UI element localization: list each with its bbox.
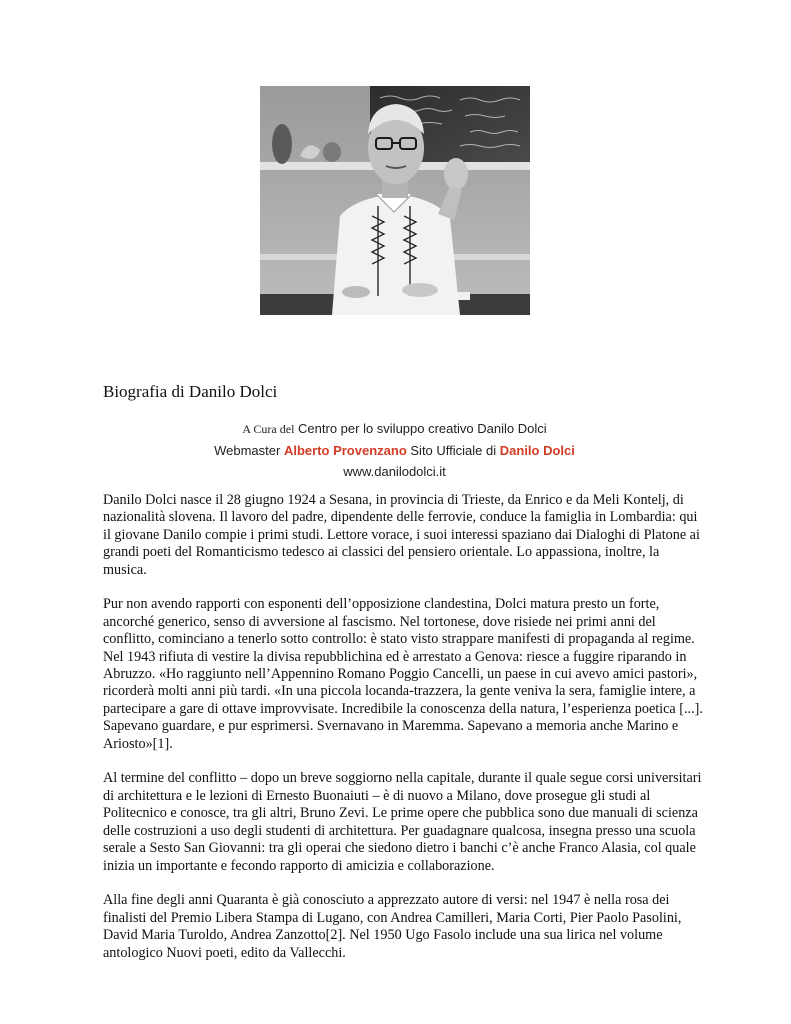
paragraph-1: Danilo Dolci nasce il 28 giugno 1924 a Sesana, in provincia di Trieste, da Enrico e da Meli Kontelj, di nazionalità slovena. Il lavoro del padre, dipendente delle ferrovie, conduce la famiglia in Lombardia: qui il giovane Danilo compie i primi studi. Lettore vorace, i suoi interessi spaziano dai Dialoghi di Platone ai grandi poeti del Romanticismo tedesco ai classici del pensiero orientale. Lo appassiona, inoltre, la musica. <box>103 492 700 578</box>
curated-prefix: A Cura del <box>242 422 295 436</box>
webmaster-name-link[interactable]: Alberto Provenzano <box>283 443 407 458</box>
curated-line <box>103 418 686 440</box>
document-title: Biografia di Danilo Dolci <box>103 382 278 401</box>
site-url-link[interactable]: www.danilodolci.it <box>343 464 446 479</box>
url-line <box>103 461 686 482</box>
paragraph-2: Pur non avendo rapporti con esponenti dell’opposizione clandestina, Dolci matura presto un forte, ancorché generico, senso di avversione al fascismo. Nel tortonese, dove risiede nei primi anni del conflitto, cominciano a tenerlo sotto controllo: è stato visto strappare manifesti di propaganda al regime. Nel 1943 rifiuta di vestire la divisa repubblichina ed è arrestato a Genova: riesce a fuggire riparando in Abruzzo. «Ho raggiunto nell’Appennino Romano Poggio Cancelli, un paese in cui avevo amici pastori», ricorderà molti anni più tardi. «In una piccola locanda-trazzera, la gente veniva la sera, famiglie intere, a partecipare a gare di ottave improvvisate. Incredibile la conoscenza della natura, l’esperienza poetica [...]. Sapevano guardare, e pur esprimersi. Svernavano in Maremma. Sapevano a memoria anche Marino e Ariosto»[1]. <box>103 596 703 752</box>
curated-org: Centro per lo sviluppo creativo Danilo Dolci <box>298 421 547 436</box>
credits-block <box>103 418 686 482</box>
site-name-link[interactable]: Danilo Dolci <box>499 443 575 458</box>
webmaster-line <box>103 440 686 461</box>
paragraph-4: Alla fine degli anni Quaranta è già conosciuto a apprezzato autore di versi: nel 1947 è nella rosa dei finalisti del Premio Libera Stampa di Lugano, con Andrea Camilleri, Maria Corti, Pier Paolo Pasolini, David Maria Turoldo, Andrea Zanzotto[2]. Nel 1950 Ugo Fasolo include una sua lirica nel volume antologico Nuovi poeti, edito da Vallecchi. <box>103 892 682 961</box>
paragraph-3: Al termine del conflitto – dopo un breve soggiorno nella capitale, durante il quale segue corsi universitari di architettura e le lezioni di Ernesto Buonaiuti – è di nuovo a Milano, dove prosegue gli studi al Politecnico e conosce, tra gli altri, Bruno Zevi. Le prime opere che pubblica sono due manuali di scienza delle costruzioni a uso degli studenti di architettura. Per guadagnare qualcosa, insegna presso una scuola serale a Sesto San Giovanni: tra gli operai che siedono dietro i banchi c’è anche Franco Alasia, col quale inizia un importante e fecondo rapporto di amicizia e collaborazione. <box>103 770 702 874</box>
portrait-photo <box>260 86 530 315</box>
site-middle-text: Sito Ufficiale di <box>410 443 497 458</box>
biography-body <box>103 492 703 979</box>
webmaster-prefix: Webmaster <box>214 443 281 458</box>
